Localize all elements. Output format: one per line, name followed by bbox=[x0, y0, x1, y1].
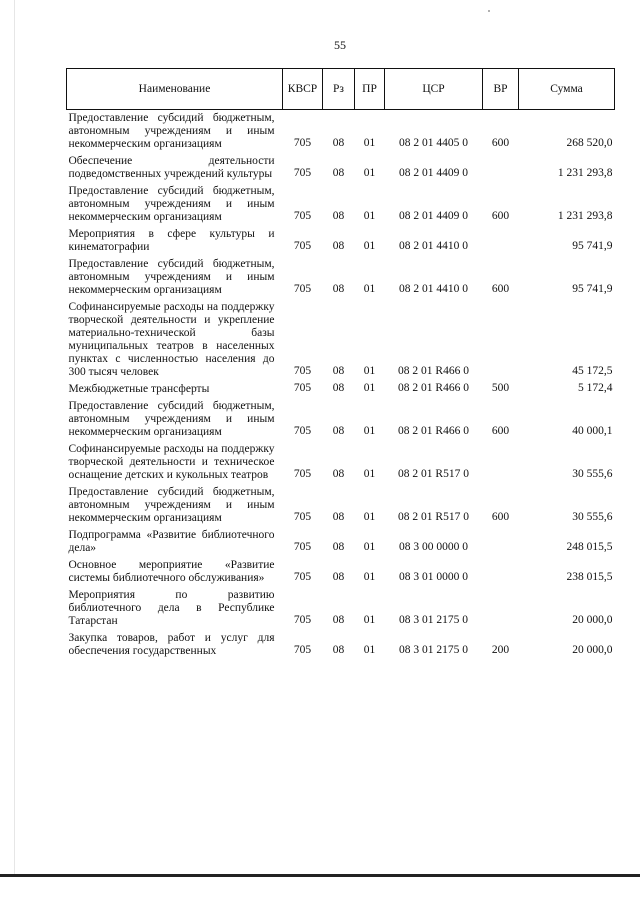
cell-sum: 1 231 293,8 bbox=[557, 210, 613, 222]
cell-vr: 600 bbox=[491, 283, 510, 295]
cell-pr: 01 bbox=[363, 425, 376, 437]
cell-csr: 08 2 01 R517 0 bbox=[398, 468, 469, 480]
cell-vr: 500 bbox=[491, 382, 510, 394]
table-row bbox=[67, 256, 615, 299]
cell-kvsr: 705 bbox=[293, 167, 312, 179]
cell-rz: 08 bbox=[332, 382, 345, 394]
table-row bbox=[67, 226, 615, 256]
cell-sum: 40 000,1 bbox=[572, 425, 613, 437]
cell-name: Софинансируемые расходы на поддержку творческой деятельности и укрепление материально-технической базы муниципальных театров в населенных пунктах с численностью населения до 300 тысяч человек bbox=[68, 301, 275, 378]
cell-rz: 08 bbox=[332, 425, 345, 437]
cell-rz: 08 bbox=[332, 365, 345, 377]
cell-sum: 30 555,6 bbox=[572, 511, 613, 523]
cell-name: Предоставление субсидий бюджетным, автономным учреждениям и иным некоммерческим организациям bbox=[68, 486, 275, 524]
scan-bottom-edge bbox=[0, 874, 640, 877]
cell-vr bbox=[483, 527, 519, 557]
cell-pr: 01 bbox=[363, 283, 376, 295]
scan-left-shadow bbox=[14, 0, 15, 875]
cell-vr: 600 bbox=[491, 210, 510, 222]
cell-vr: 600 bbox=[491, 511, 510, 523]
table-row bbox=[67, 630, 615, 660]
cell-csr: 08 3 01 2175 0 bbox=[399, 644, 468, 656]
cell-csr: 08 3 00 0000 0 bbox=[399, 541, 468, 553]
budget-table bbox=[66, 68, 615, 660]
table-row bbox=[67, 110, 615, 154]
cell-kvsr: 705 bbox=[293, 365, 312, 377]
cell-rz: 08 bbox=[332, 644, 345, 656]
cell-name: Предоставление субсидий бюджетным, автономным учреждениям и иным некоммерческим организациям bbox=[68, 258, 275, 296]
cell-pr: 01 bbox=[363, 240, 376, 252]
cell-sum: 20 000,0 bbox=[572, 644, 613, 656]
cell-name: Обеспечение деятельности подведомственных учреждений культуры bbox=[68, 155, 275, 180]
cell-sum: 5 172,4 bbox=[578, 382, 613, 394]
cell-kvsr: 705 bbox=[293, 382, 312, 394]
cell-kvsr: 705 bbox=[293, 644, 312, 656]
cell-csr: 08 2 01 R517 0 bbox=[398, 511, 469, 523]
cell-rz: 08 bbox=[332, 210, 345, 222]
cell-vr bbox=[483, 153, 519, 183]
cell-vr bbox=[483, 299, 519, 381]
table-row bbox=[67, 398, 615, 441]
cell-csr: 08 2 01 R466 0 bbox=[398, 365, 469, 377]
cell-sum: 268 520,0 bbox=[566, 137, 613, 149]
cell-sum: 238 015,5 bbox=[566, 571, 613, 583]
page-number: 55 bbox=[334, 38, 346, 52]
cell-rz: 08 bbox=[332, 240, 345, 252]
cell-sum: 95 741,9 bbox=[572, 240, 613, 252]
cell-name: Предоставление субсидий бюджетным, автономным учреждениям и иным некоммерческим организациям bbox=[68, 185, 275, 223]
cell-vr bbox=[483, 226, 519, 256]
cell-pr: 01 bbox=[363, 468, 376, 480]
cell-vr: 600 bbox=[491, 137, 510, 149]
cell-name: Мероприятия в сфере культуры и кинематографии bbox=[68, 228, 275, 253]
cell-rz: 08 bbox=[332, 167, 345, 179]
cell-kvsr: 705 bbox=[293, 137, 312, 149]
cell-csr: 08 2 01 4410 0 bbox=[399, 283, 468, 295]
cell-name: Основное мероприятие «Развитие системы библиотечного обслуживания» bbox=[68, 559, 275, 584]
scan-speck bbox=[488, 10, 490, 12]
cell-pr: 01 bbox=[363, 644, 376, 656]
cell-csr: 08 2 01 R466 0 bbox=[398, 382, 469, 394]
header-sum: Сумма bbox=[519, 69, 615, 110]
table-row bbox=[67, 527, 615, 557]
cell-csr: 08 2 01 4409 0 bbox=[399, 210, 468, 222]
cell-csr: 08 2 01 R466 0 bbox=[398, 425, 469, 437]
cell-pr: 01 bbox=[363, 382, 376, 394]
cell-kvsr: 705 bbox=[293, 541, 312, 553]
cell-kvsr: 705 bbox=[293, 511, 312, 523]
cell-rz: 08 bbox=[332, 614, 345, 626]
cell-vr bbox=[483, 557, 519, 587]
cell-rz: 08 bbox=[332, 571, 345, 583]
cell-kvsr: 705 bbox=[293, 571, 312, 583]
table-row bbox=[67, 587, 615, 630]
cell-sum: 20 000,0 bbox=[572, 614, 613, 626]
cell-rz: 08 bbox=[332, 511, 345, 523]
cell-vr: 200 bbox=[491, 644, 510, 656]
cell-name: Софинансируемые расходы на поддержку творческой деятельности и техническое оснащение детских и кукольных театров bbox=[68, 443, 275, 481]
header-rz: Рз bbox=[323, 69, 355, 110]
cell-name: Предоставление субсидий бюджетным, автономным учреждениям и иным некоммерческим организациям bbox=[68, 400, 275, 438]
cell-name: Мероприятия по развитию библиотечного дела в Республике Татарстан bbox=[68, 589, 275, 627]
header-kvsr: КВСР bbox=[283, 69, 323, 110]
cell-sum: 1 231 293,8 bbox=[557, 167, 613, 179]
cell-csr: 08 2 01 4409 0 bbox=[399, 167, 468, 179]
table-header-row bbox=[67, 69, 615, 110]
cell-vr: 600 bbox=[491, 425, 510, 437]
cell-rz: 08 bbox=[332, 468, 345, 480]
table-row bbox=[67, 441, 615, 484]
cell-pr: 01 bbox=[363, 167, 376, 179]
cell-kvsr: 705 bbox=[293, 425, 312, 437]
cell-sum: 45 172,5 bbox=[572, 365, 613, 377]
cell-vr bbox=[483, 441, 519, 484]
cell-pr: 01 bbox=[363, 137, 376, 149]
cell-sum: 30 555,6 bbox=[572, 468, 613, 480]
table-row bbox=[67, 557, 615, 587]
cell-sum: 95 741,9 bbox=[572, 283, 613, 295]
table-row bbox=[67, 183, 615, 226]
cell-sum: 248 015,5 bbox=[566, 541, 613, 553]
header-vr: ВР bbox=[483, 69, 519, 110]
cell-vr bbox=[483, 587, 519, 630]
cell-rz: 08 bbox=[332, 137, 345, 149]
table-row bbox=[67, 299, 615, 381]
table-row bbox=[67, 381, 615, 398]
header-csr: ЦСР bbox=[385, 69, 483, 110]
cell-csr: 08 3 01 2175 0 bbox=[399, 614, 468, 626]
cell-csr: 08 2 01 4410 0 bbox=[399, 240, 468, 252]
table-body bbox=[67, 110, 615, 661]
cell-rz: 08 bbox=[332, 541, 345, 553]
cell-rz: 08 bbox=[332, 283, 345, 295]
cell-name: Подпрограмма «Развитие библиотечного дела» bbox=[68, 529, 275, 554]
cell-pr: 01 bbox=[363, 365, 376, 377]
cell-pr: 01 bbox=[363, 571, 376, 583]
cell-name: Межбюджетные трансферты bbox=[68, 383, 210, 395]
cell-pr: 01 bbox=[363, 541, 376, 553]
cell-kvsr: 705 bbox=[293, 240, 312, 252]
cell-name: Предоставление субсидий бюджетным, автономным учреждениям и иным некоммерческим организациям bbox=[68, 112, 275, 150]
header-pr: ПР bbox=[355, 69, 385, 110]
cell-name: Закупка товаров, работ и услуг для обеспечения государственных bbox=[68, 632, 275, 657]
table-row bbox=[67, 153, 615, 183]
cell-kvsr: 705 bbox=[293, 614, 312, 626]
cell-kvsr: 705 bbox=[293, 283, 312, 295]
cell-pr: 01 bbox=[363, 614, 376, 626]
cell-pr: 01 bbox=[363, 511, 376, 523]
cell-kvsr: 705 bbox=[293, 468, 312, 480]
cell-kvsr: 705 bbox=[293, 210, 312, 222]
header-name: Наименование bbox=[67, 69, 283, 110]
table-row bbox=[67, 484, 615, 527]
cell-csr: 08 3 01 0000 0 bbox=[399, 571, 468, 583]
cell-csr: 08 2 01 4405 0 bbox=[399, 137, 468, 149]
cell-pr: 01 bbox=[363, 210, 376, 222]
